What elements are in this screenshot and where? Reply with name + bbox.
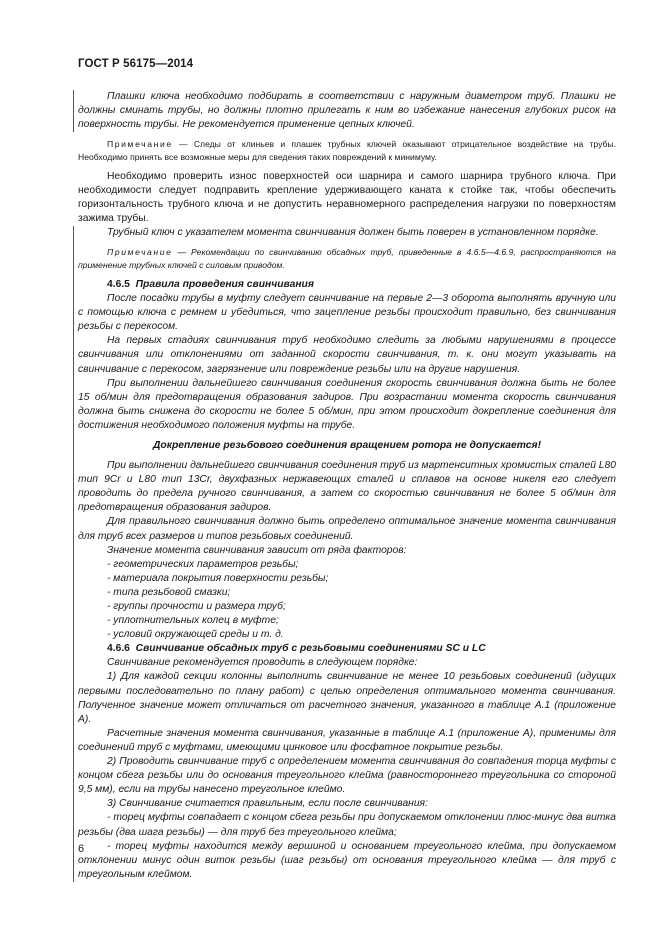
paragraph-hinge-wear: Необходимо проверить износ поверхностей оси шарнира и самого шарнира трубного ключа. При необходимости следует подправить крепление удерживающего каната к стойке так, чтобы обеспечить горизонтальность трубного ключа и не допустить неравномерного распределения нагрузки по поверхностям зажима трубы.: [78, 170, 616, 225]
factors-list: [78, 558, 616, 643]
paragraph-step-3: 3) Свинчивание считается правильным, если после свинчивания:: [107, 798, 428, 810]
list-item: - уплотнительных колец в муфте;: [107, 615, 279, 627]
paragraph-procedure-intro: Свинчивание рекомендуется проводить в следующем порядке:: [107, 657, 418, 669]
paragraph-criterion-stamp: - торец муфты находится между вершиной и основанием треугольного клейма, при допускаемом отклонении минус один виток резьбы (шаг резьбы) от основания треугольного клейма — для труб с треугольным клеймом.: [78, 840, 616, 880]
revised-block-2: [73, 226, 616, 882]
section-title: Правила проведения свинчивания: [135, 278, 314, 290]
paragraph-criterion-no-stamp: - торец муфты совпадает с концом сбега резьбы при допускаемом отклонении плюс-минус два витка резьбы (два шага резьбы) — для труб без треугольного клейма;: [78, 812, 616, 838]
list-item: - материала покрытия поверхности резьбы;: [107, 572, 329, 584]
paragraph-optimal-torque: Для правильного свинчивания должно быть определено оптимальное значение момента свинчивания для труб всех размеров и типов резьбовых соединений.: [78, 516, 616, 542]
paragraph-wrench-calibration: Трубный ключ с указателем момента свинчивания должен быть поверен в установленном порядке.: [107, 227, 599, 239]
note-text: — Следы от клиньев и плашек трубных ключей оказывают отрицательное воздействие на трубы. Необходимо принять все возможные меры для сведения таких повреждений к минимуму.: [78, 139, 616, 163]
section-heading-4-6-6: [78, 642, 616, 656]
warning-text: Докрепление резьбового соединения вращением ротора не допускается!: [153, 439, 541, 451]
page-body: [78, 90, 616, 882]
paragraph-first-stages: На первых стадиях свинчивания труб необходимо следить за любыми нарушениями в процессе свинчивания или отклонениями от заданной скорости свинчивания, т. к. они могут указывать на свинчивание с перекосом, загрязнение или повреждение резьбы или на другие нарушения.: [78, 335, 616, 375]
list-item: - типа резьбовой смазки;: [107, 586, 231, 598]
note-text: — Рекомендации по свинчиванию обсадных труб, приведенные в 4.6.5—4.6.9, распространяются на применение трубных ключей с силовым приводом.: [78, 247, 616, 271]
list-item: - группы прочности и размера труб;: [107, 601, 286, 612]
section-title: Свинчивание обсадных труб с резьбовыми соединениями SC и LC: [135, 643, 486, 655]
paragraph-speed-limit: При выполнении дальнейшего свинчивания соединения скорость свинчивания должна быть не более 15 об/мин для предотвращения образования задиров. При возрастании момента скорость свинчивания должна быть снижена до скорости не более 5 об/мин, при этом происходит докрепление соединения для достижения необходимого положения муфты на трубе.: [78, 377, 616, 431]
section-heading-4-6-5: [78, 278, 616, 292]
note-1: [78, 138, 616, 164]
note-label: Примечание: [107, 139, 173, 150]
revised-block-1: [73, 90, 616, 132]
paragraph-wrench-dies: Плашки ключа необходимо подбирать в соответствии с наружным диаметром труб. Плашки не должны сминать трубы, но должны плотно прилегать к ним во избежание нанесения глубоких рисок на поверхность трубы. Не рекомендуется применение цепных ключей.: [78, 91, 616, 131]
note-label: Примечание: [107, 247, 173, 258]
section-number: 4.6.5: [107, 278, 130, 290]
paragraph-martensitic-steels: При выполнении дальнейшего свинчивания соединения труб из мартенситных хромистых сталей L80 тип 9Cr и L80 тип 13Cr, двухфазных нержавеющих сталей и сплавов на основе никеля его следует проводить до предела ручного свинчивания, а затем со скоростью свинчивания не более 5 об/мин для предотвращения образования задиров.: [78, 460, 616, 514]
paragraph-calculated-values: Расчетные значения момента свинчивания, указанные в таблице А.1 (приложение А), применимы для соединений труб с муфтами, имеющими цинковое или фосфатное покрытие резьбы.: [78, 727, 616, 753]
document-header: ГОСТ Р 56175—2014: [78, 58, 194, 70]
paragraph-factors-intro: Значение момента свинчивания зависит от ряда факторов:: [107, 544, 407, 556]
page-number: 6: [78, 843, 85, 855]
list-item: - условий окружающей среды и т. д.: [107, 629, 284, 641]
paragraph-step-2: 2) Проводить свинчивание труб с определением момента свинчивания до совпадения торца муфты с концом сбега резьбы или до основания треугольного клейма (равностороннего треугольника со стороной 9,5 мм), если на трубы нанесено треугольное клеймо.: [78, 756, 616, 796]
section-number: 4.6.6: [107, 643, 130, 655]
paragraph-initial-turns: После посадки трубы в муфту следует свинчивание на первые 2—3 оборота выполнять вручную или с помощью ключа с ремнем и убедиться, что зацепление резьбы происходит правильно, без свинчивания резьбы с перекосом.: [78, 293, 616, 333]
paragraph-step-1: 1) Для каждой секции колонны выполнить свинчивание не менее 10 резьбовых соединений (идущих первыми последовательно по плану работ) с целью определения оптимального момента свинчивания. Полученное значение может отличаться от расчетного значения, указанного в таблице А.1 (приложение А).: [78, 671, 616, 725]
list-item: - геометрических параметров резьбы;: [107, 558, 299, 570]
note-2: [78, 246, 616, 272]
